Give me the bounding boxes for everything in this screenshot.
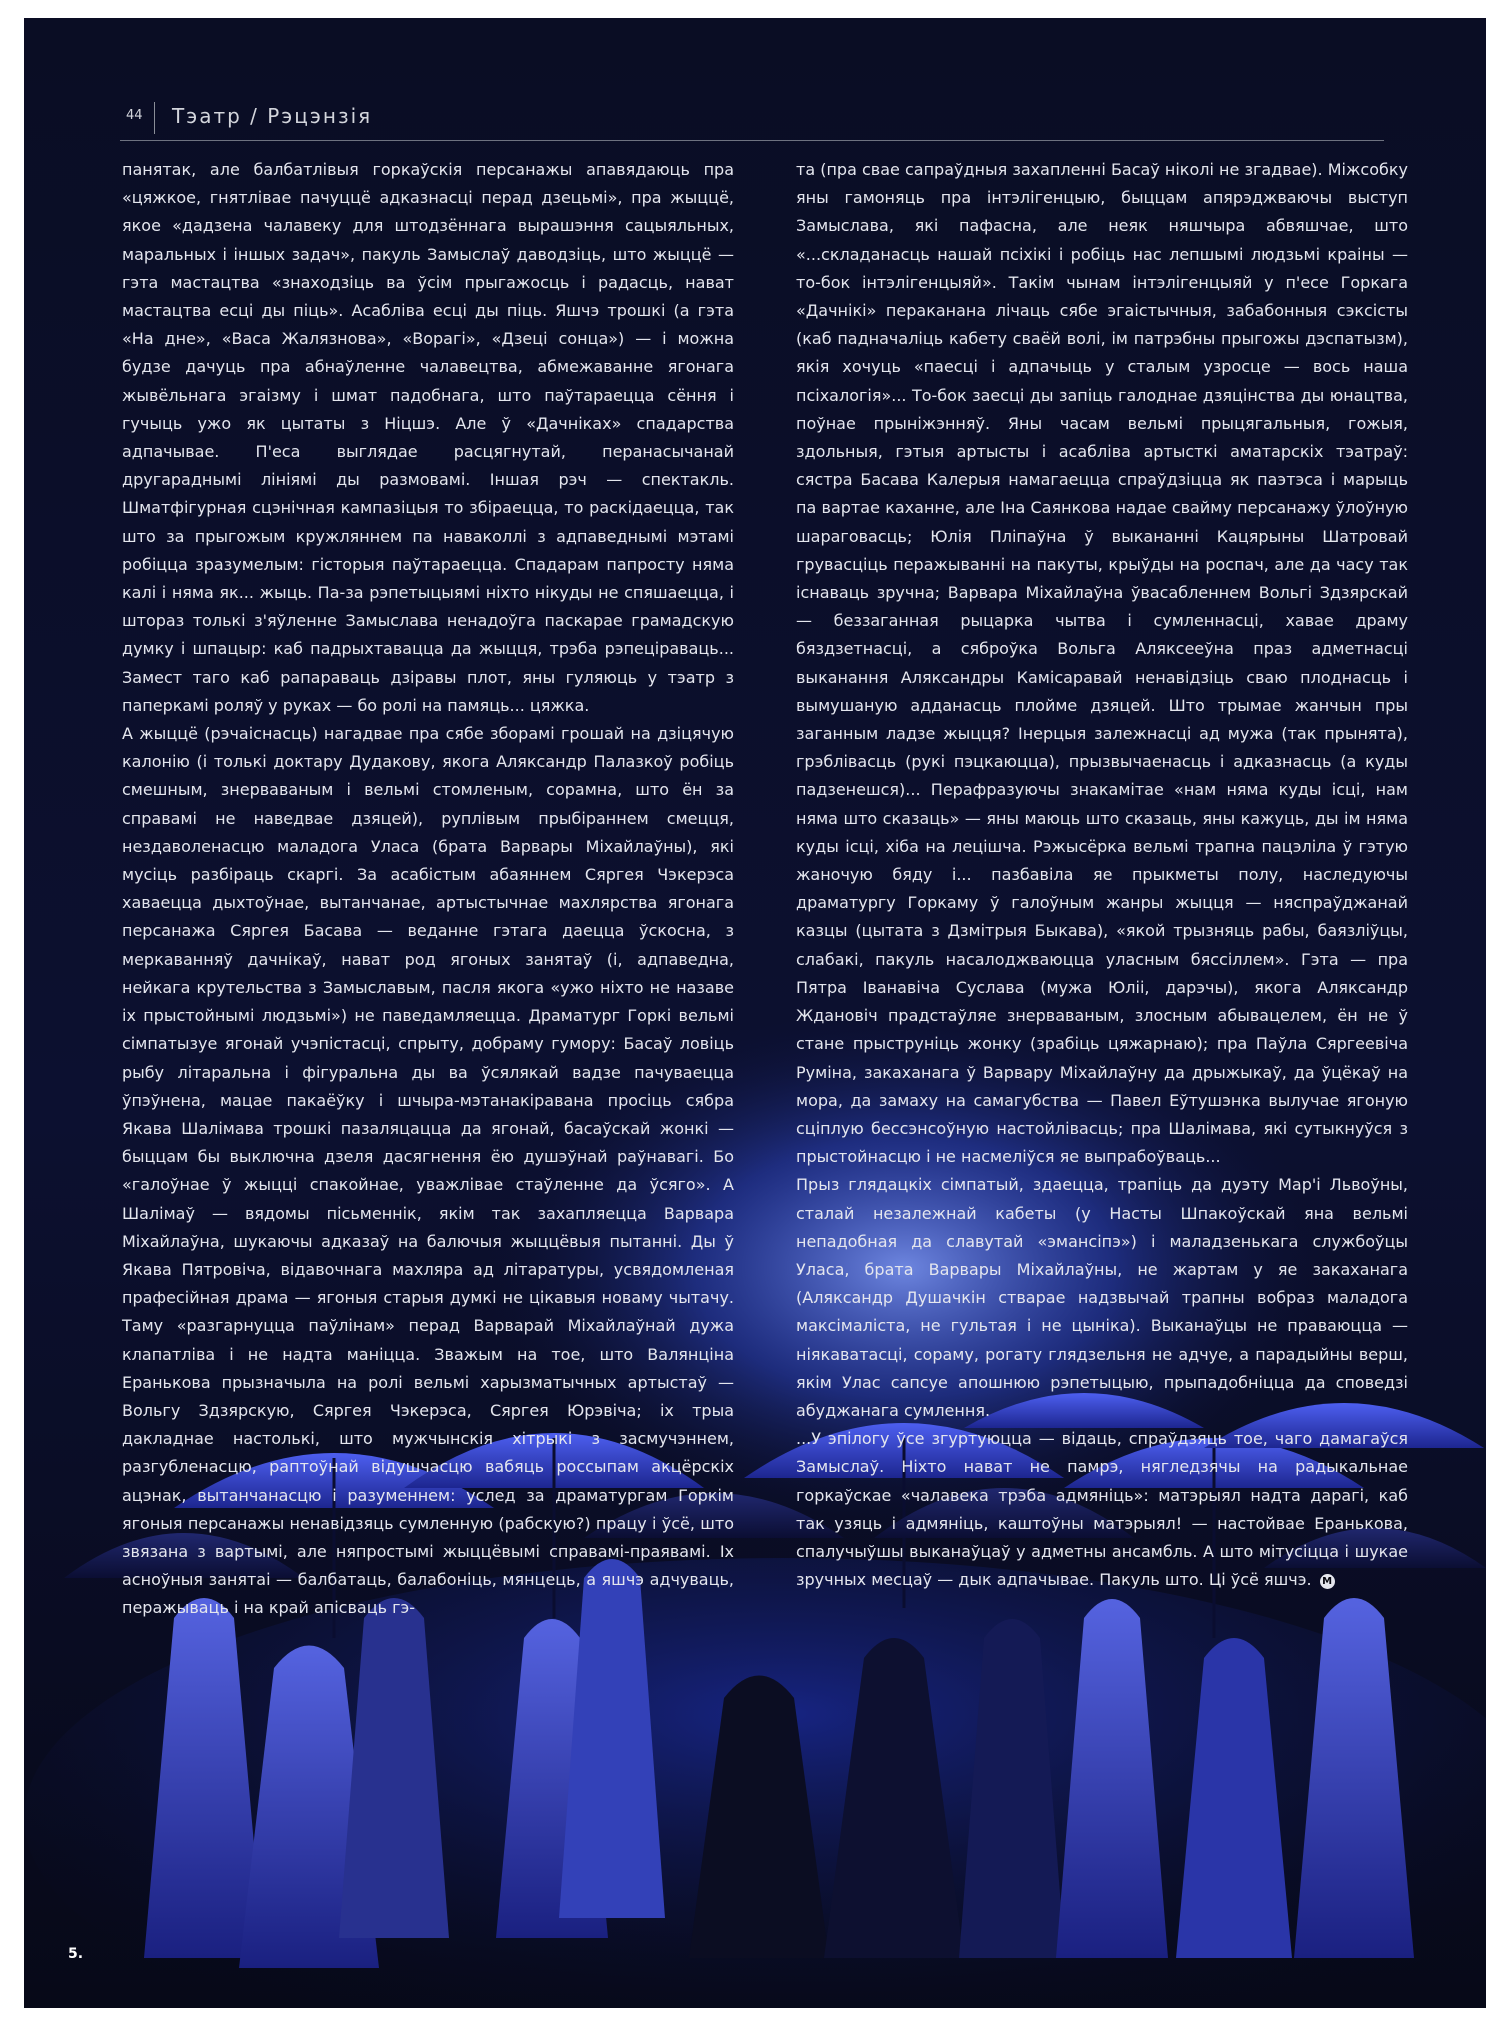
page-number: 44 <box>126 108 143 123</box>
article-column-left <box>122 156 734 1623</box>
section-rubric: Тэатр / Рэцэнзія <box>172 104 373 128</box>
article-final-text: ...У эпілогу ўсе згуртуюцца — відаць, спраўдзяць тое, чаго дамагаўся Замыслаў. Ніхто нават не памрэ, нягледзячы на радыкальнае горкаўскае «чалавека трэба адмяніць»: матэрыял надта дарагі, каб так узяць і адмяніць, каштоўны матэрыял! — настойвае Еранькова, спалучыўшы выканаўцаў у адметны ансамбль. А што мітусіцца і шукае зручных месцаў — дык адпачывае. Пакуль што. Ці ўсё яшчэ. <box>796 1429 1408 1590</box>
page-header <box>120 96 1384 141</box>
article-paragraph: та (пра свае сапраўдныя захапленні Басаў ніколі не згадвае). Міжсобку яны гамоняць пра інтэлігенцыю, быццам апярэджваючы выступ Замыслава, які пафасна, але неяк няшчыра абвяшчае, што «...складанасць нашай псіхікі і робіць нас лепшымі людзьмі краіны — то-бок інтэлігенцыяй». Такім чынам інтэлігенцыяй у п'есе Горкага «Дачнікі» пераканана лічаць сябе эгаістычныя, забабонныя сэксісты (каб падначаліць кабету сваёй волі, ім патрэбны прыгожы дэспатызм), якія хочуць «паесці і адпачыць у сталым узросце — вось наша псіхалогія»... То-бок заесці ды запіць галоднае дзяцінства ды юнацтва, поўнае прыніжэнняў. Яны часам вельмі прыцягальныя, гожыя, здольныя, гэтыя артысты і асабліва артысткі аматарскіх тэатраў: сястра Басава Калерыя намагаецца спраўдзіцца як паэтэса і марыць па вартае каханне, але Іна Саянкова надае свайму персанажу ўлоўную шараговасць; Юлія Пліпаўна ў выкананні Кацярыны Шатровай грувасціць перажыванні на пакуты, крыўды на роспач, але да часу так існаваць зручна; Варвара Міхайлаўна ўвасабленнем Вольгі Здзярскай — беззаганная рыцарка чытва і сумленнасці, хавае драму бяздзетнасці, а сяброўка Вольга Аляксееўна праз адметнасці выканання Аляксандры Камісаравай ненавідзіць сваю плоднасць і вымушаную адданасць плойме дзяцей. Што трымае жанчын пры заганным ладзе жыцця? Інерцыя залежнасці ад мужа (так прынята), грэблівасць (рукі пэцкаюцца), прызвычаенасць і адказнасць (а куды падзенешся)... Перафразуючы знакамітае «нам няма куды ісці, нам няма што сказаць» — яны маюць што сказаць, яны кажуць, ды ім няма куды ісці, хіба на лецішча. Рэжысёрка вельмі трапна пацэліла ў гэтую жаночую бяду і... пазбавіла яе прыкметы полу, наследуючы драматургу Горкаму ў галоўным жанры жыцця — няспраўджанай казцы (цытата з Дзмітрыя Быкава), «якой трызняць рабы, баязліўцы, слабакі, пакуль насалоджваюцца уласным бяссіллем». Гэта — пра Пятра Іванавіча Суслава (мужа Юліі, дарэчы), якога Аляксандр Ждановіч прадстаўляе знерваваным, злосным абывацелем, ён не ў стане прыструніць жонку (зрабіць цяжарнаю); пра Паўла Сяргеевіча Руміна, закаханага ў Варвару Міхайлаўну да дрыжыкаў, да ўцёкаў на мора, да замаху на самагубства — Павел Еўтушэнка вылучае ягоную сціплую бессэнсоўную настойлівасць; пра Шалімава, які сутыкнуўся з прыстойнасцю і не насмеліўся яе выпрабоўваць... <box>796 160 1408 1167</box>
photo-credit: 5. <box>68 1946 84 1962</box>
header-divider <box>154 102 155 134</box>
article-paragraph: Прыз глядацкіх сімпатый, здаецца, трапіць да дуэту Мар'і Львоўны, сталай незалежнай кабеты (у Насты Шпакоўскай яна вельмі непадобная да славутай «эмансіпэ») і маладзенькага службоўцы Уласа, брата Варвары Міхайлаўны, не жартам у яе закаханага (Аляксандр Душачкін стварае надзвычай трапны вобраз маладога максімаліста, не гультая і не цыніка). Выканаўцы не праваюцца — ніякаватасці, сораму, рогату глядзельня не адчуе, а парадыйны верш, якім Улас сапсуе апошнюю рэпетыцыю, прыпадобніцца да споведзі абуджанага сумлення. <box>796 1175 1408 1420</box>
magazine-page <box>24 18 1486 2008</box>
article-paragraph-final <box>796 1425 1408 1594</box>
article-paragraph: панятак, але балбатлівыя горкаўскія персанажы апавядаюць пра «цяжкое, гнятлівае пачуццё адказнасці перад дзецьмі», пра жыццё, якое «дадзена чалавеку для штодзённага вырашэння сацыяльных, маральных і іншых задач», пакуль Замыслаў даводзіць, што жыццё — гэта мастацтва «знаходзіць ва ўсім прыгажосць і радасць, нават мастацтва есці ды піць». Асабліва есці ды піць. Яшчэ трошкі (а гэта «На дне», «Васа Жалязнова», «Ворагі», «Дзеці сонца») — і можна будзе дачуць пра абнаўленне чалавецтва, абмежаванне ягонага жывёльнага эгаізму і шмат падобнага, што паўтараецца сёння і гучыць ужо як цытаты з Ніцшэ. Але ў «Дачніках» спадарства адпачывае. П'еса выглядае расцягнутай, перанасычанай другараднымі лініямі ды размовамі. Іншая рэч — спектакль. Шматфігурная сцэнічная кампазіцыя то збіраецца, то раскідаецца, так што за прыгожым кружляннем па наваколлі з адпаведнымі мэтамі робіцца зразумелым: гісторыя паўтараецца. Спадарам папросту няма калі і няма як... жыць. Па-за рэпетыцыямі ніхто нікуды не спяшаецца, і штораз толькі з'яўленне Замыслава ненадоўга паскарае грамадскую думку і шпацыр: каб падрыхтавацца да жыцця, трэба рэпеціраваць... Замест таго каб рапараваць дзіравы плот, яны гуляюць у тэатр з паперкамі роляў у руках — бо ролі на памяць... цяжка. <box>122 160 734 715</box>
end-of-article-mark: M <box>1320 1574 1335 1589</box>
article-paragraph: А жыццё (рэчаіснасць) нагадвае пра сябе зборамі грошай на дзіцячую калонію (і толькі доктару Дудакову, якога Аляксандр Палазкоў робіць смешным, знерваваным і вельмі стомленым, сорамна, што ён за справамі не наведвае дзяцей), руплівым прыбіраннем смецця, нездаволенасцю маладога Уласа (брата Варвары Міхайлаўны), які мусіць разбіраць скаргі. За асабістым абаяннем Сяргея Чэкерэса хаваецца дыхтоўнае, вытанчанае, артыстычнае махлярства ягонага персанажа Сяргея Басава — веданне гэтага даецца ўскосна, з меркаванняў дачнікаў, нават род ягоных занятаў (і, адпаведна, нейкага крутельства з Замыславым, пасля якога «ужо ніхто не назаве іх прыстойнымі людзьмі») не паведамляецца. Драматург Горкі вельмі сімпатызуе ягонай учэпістасці, спрыту, добраму гумору: Басаў ловіць рыбу літаральна і фігуральна ды ва ўсялякай вадзе пачуваецца ўпэўнена, мацае пакаёўку і шчыра-мэтанакіравана просіць сябра Якава Шалімава трошкі пазаляцацца да ягонай, басаўскай жонкі — быццам бы выключна дзеля дасягнення ёю душэўнай раўнавагі. Бо «галоўнае ў жыцці спакойнае, уважлівае стаўленне да ўсяго». А Шалімаў — вядомы пісьменнік, якім так захапляецца Варвара Міхайлаўна, шукаючы адказаў на балючыя жыццёвыя пытанні. Ды ў Якава Пятровіча, відавочнага махляра ад літаратуры, усвядомленая прафесійная драма — ягоныя старыя думкі не цікавыя новаму чытачу. Таму «разгарнуцца паўлінам» перад Варварай Міхайлаўнай дужа клапатліва і не надта маніцца. Зважым на тое, што Валянціна Еранькова прызначыла на ролі вельмі харызматычных артыстаў — Вольгу Здзярскую, Сяргея Чэкерэса, Сяргея Юрэвіча; іх трыа дакладнае настолькі, што мужчынскія хітрыкі з засмучэннем, разгубленасцю, раптоўнай відушчасцю вабяць россыпам акцёрскіх ацэнак, вытанчанасцю і разуменнем: услед за драматургам Горкім ягоныя персанажы ненавідзяць сумленную (рабскую?) працу і ўсё, што звязана з вартымі, але няпростымі жыццёвымі справамі-праявамі. Іх асноўныя занятаі — балбатаць, балабоніць, мянцець, а яшчэ адчуваць, перажываць і на край апісваць гэ- <box>122 724 734 1618</box>
article-column-right <box>796 156 1408 1594</box>
